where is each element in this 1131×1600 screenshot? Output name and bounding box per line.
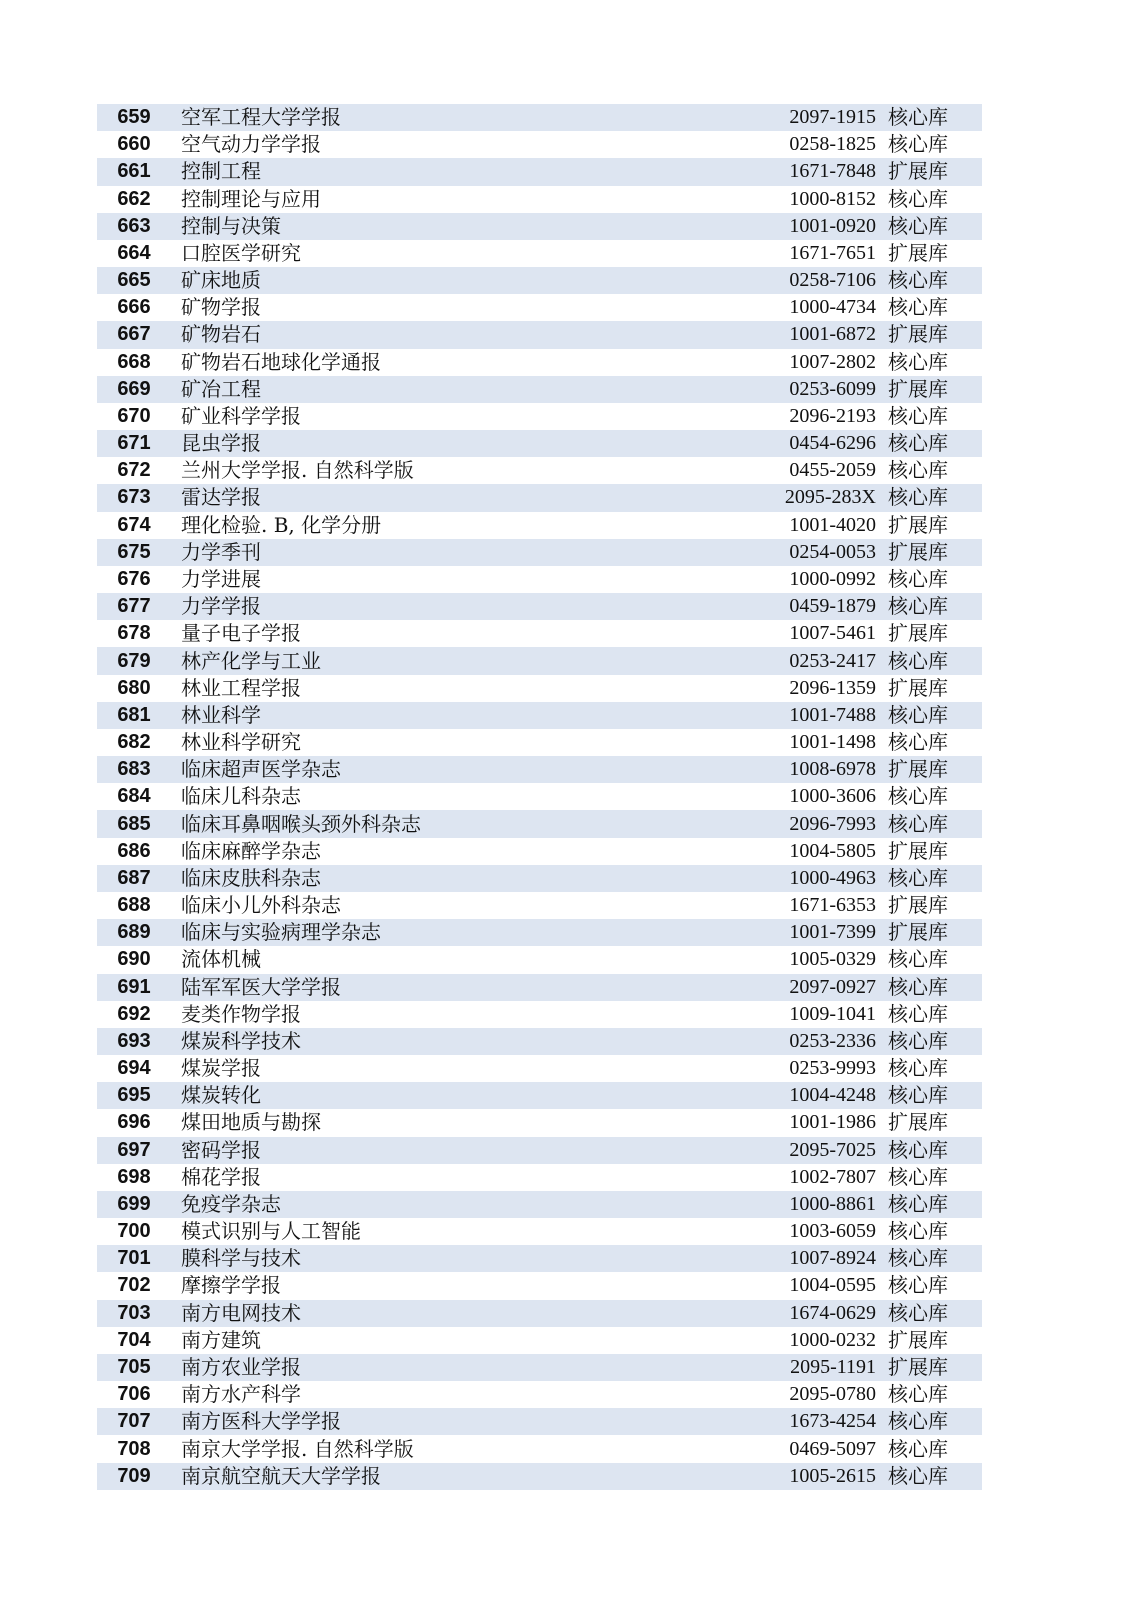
- library-category: 核心库: [876, 810, 982, 837]
- journal-issn: 1000-3606: [768, 783, 876, 810]
- row-number: 708: [97, 1435, 171, 1462]
- row-number: 675: [97, 539, 171, 566]
- table-row: [97, 240, 982, 267]
- row-number: 686: [97, 838, 171, 865]
- table-row: [97, 838, 982, 865]
- library-category: 核心库: [876, 702, 982, 729]
- table-row: [97, 566, 982, 593]
- journal-issn: 1007-5461: [768, 620, 876, 647]
- row-number: 703: [97, 1300, 171, 1327]
- table-row: [97, 1272, 982, 1299]
- journal-title: 密码学报: [171, 1137, 768, 1164]
- library-category: 核心库: [876, 1300, 982, 1327]
- journal-issn: 0254-0053: [768, 539, 876, 566]
- row-number: 691: [97, 974, 171, 1001]
- row-number: 688: [97, 892, 171, 919]
- journal-title: 昆虫学报: [171, 430, 768, 457]
- journal-title: 煤田地质与勘探: [171, 1109, 768, 1136]
- journal-title: 兰州大学学报. 自然科学版: [171, 457, 768, 484]
- journal-issn: 1674-0629: [768, 1300, 876, 1327]
- journal-issn: 1000-8861: [768, 1191, 876, 1218]
- row-number: 679: [97, 647, 171, 674]
- table-row: [97, 349, 982, 376]
- journal-title: 免疫学杂志: [171, 1191, 768, 1218]
- journal-issn: 1001-1986: [768, 1109, 876, 1136]
- row-number: 694: [97, 1055, 171, 1082]
- row-number: 668: [97, 349, 171, 376]
- library-category: 扩展库: [876, 620, 982, 647]
- library-category: 核心库: [876, 1435, 982, 1462]
- row-number: 704: [97, 1327, 171, 1354]
- journal-title: 矿冶工程: [171, 376, 768, 403]
- journal-issn: 0258-1825: [768, 131, 876, 158]
- library-category: 核心库: [876, 1001, 982, 1028]
- journal-issn: 2097-1915: [768, 104, 876, 131]
- table-row: [97, 729, 982, 756]
- journal-issn: 1004-0595: [768, 1272, 876, 1299]
- journal-title: 矿床地质: [171, 267, 768, 294]
- journal-title: 临床耳鼻咽喉头颈外科杂志: [171, 810, 768, 837]
- journal-issn: 1000-4734: [768, 294, 876, 321]
- journal-title: 临床小儿外科杂志: [171, 892, 768, 919]
- journal-title: 矿业科学学报: [171, 403, 768, 430]
- journal-title: 力学学报: [171, 593, 768, 620]
- row-number: 669: [97, 376, 171, 403]
- row-number: 698: [97, 1164, 171, 1191]
- row-number: 709: [97, 1463, 171, 1490]
- journal-title: 南方农业学报: [171, 1354, 768, 1381]
- library-category: 核心库: [876, 403, 982, 430]
- library-category: 核心库: [876, 1245, 982, 1272]
- table-row: [97, 131, 982, 158]
- row-number: 707: [97, 1408, 171, 1435]
- journal-issn: 2096-2193: [768, 403, 876, 430]
- row-number: 677: [97, 593, 171, 620]
- journal-title: 理化检验. B, 化学分册: [171, 512, 768, 539]
- library-category: 扩展库: [876, 675, 982, 702]
- library-category: 核心库: [876, 457, 982, 484]
- row-number: 676: [97, 566, 171, 593]
- row-number: 684: [97, 783, 171, 810]
- journal-title: 控制理论与应用: [171, 186, 768, 213]
- journal-issn: 1002-7807: [768, 1164, 876, 1191]
- library-category: 扩展库: [876, 919, 982, 946]
- journal-issn: 2097-0927: [768, 974, 876, 1001]
- journal-title: 力学季刊: [171, 539, 768, 566]
- journal-title: 空军工程大学学报: [171, 104, 768, 131]
- row-number: 674: [97, 512, 171, 539]
- row-number: 664: [97, 240, 171, 267]
- library-category: 扩展库: [876, 512, 982, 539]
- journal-title: 南方水产科学: [171, 1381, 768, 1408]
- row-number: 685: [97, 810, 171, 837]
- library-category: 核心库: [876, 974, 982, 1001]
- library-category: 核心库: [876, 1408, 982, 1435]
- library-category: 核心库: [876, 104, 982, 131]
- table-row: [97, 919, 982, 946]
- journal-title: 南方电网技术: [171, 1300, 768, 1327]
- journal-issn: 1671-7848: [768, 158, 876, 185]
- journal-issn: 1003-6059: [768, 1218, 876, 1245]
- table-row: [97, 1245, 982, 1272]
- table-row: [97, 158, 982, 185]
- table-row: [97, 892, 982, 919]
- journal-title: 口腔医学研究: [171, 240, 768, 267]
- row-number: 681: [97, 702, 171, 729]
- table-row: [97, 484, 982, 511]
- row-number: 696: [97, 1109, 171, 1136]
- journal-title: 矿物岩石地球化学通报: [171, 349, 768, 376]
- library-category: 核心库: [876, 1028, 982, 1055]
- library-category: 核心库: [876, 946, 982, 973]
- journal-issn: 1005-2615: [768, 1463, 876, 1490]
- table-row: [97, 186, 982, 213]
- journal-title: 南京大学学报. 自然科学版: [171, 1435, 768, 1462]
- table-row: [97, 321, 982, 348]
- journal-issn: 1001-7488: [768, 702, 876, 729]
- library-category: 核心库: [876, 1463, 982, 1490]
- journal-list-table: [97, 104, 982, 1490]
- library-category: 核心库: [876, 647, 982, 674]
- library-category: 核心库: [876, 1164, 982, 1191]
- table-row: [97, 512, 982, 539]
- row-number: 683: [97, 756, 171, 783]
- row-number: 680: [97, 675, 171, 702]
- journal-title: 临床麻醉学杂志: [171, 838, 768, 865]
- library-category: 核心库: [876, 131, 982, 158]
- journal-issn: 1000-0992: [768, 566, 876, 593]
- library-category: 扩展库: [876, 1109, 982, 1136]
- journal-issn: 1005-0329: [768, 946, 876, 973]
- table-row: [97, 1435, 982, 1462]
- row-number: 662: [97, 186, 171, 213]
- table-row: [97, 1218, 982, 1245]
- row-number: 659: [97, 104, 171, 131]
- table-row: [97, 1137, 982, 1164]
- table-row: [97, 1191, 982, 1218]
- library-category: 核心库: [876, 484, 982, 511]
- journal-issn: 2096-1359: [768, 675, 876, 702]
- journal-title: 煤炭学报: [171, 1055, 768, 1082]
- journal-title: 量子电子学报: [171, 620, 768, 647]
- row-number: 690: [97, 946, 171, 973]
- journal-issn: 1001-7399: [768, 919, 876, 946]
- table-row: [97, 1327, 982, 1354]
- row-number: 671: [97, 430, 171, 457]
- journal-title: 煤炭转化: [171, 1082, 768, 1109]
- table-row: [97, 702, 982, 729]
- journal-issn: 2096-7993: [768, 810, 876, 837]
- table-row: [97, 430, 982, 457]
- table-row: [97, 1082, 982, 1109]
- journal-issn: 1009-1041: [768, 1001, 876, 1028]
- journal-title: 林产化学与工业: [171, 647, 768, 674]
- row-number: 670: [97, 403, 171, 430]
- journal-issn: 1673-4254: [768, 1408, 876, 1435]
- journal-issn: 0253-9993: [768, 1055, 876, 1082]
- journal-issn: 0253-2336: [768, 1028, 876, 1055]
- journal-issn: 0454-6296: [768, 430, 876, 457]
- journal-issn: 1004-5805: [768, 838, 876, 865]
- journal-issn: 0258-7106: [768, 267, 876, 294]
- journal-issn: 1001-4020: [768, 512, 876, 539]
- journal-title: 陆军军医大学学报: [171, 974, 768, 1001]
- journal-issn: 1001-0920: [768, 213, 876, 240]
- journal-issn: 1000-0232: [768, 1327, 876, 1354]
- table-row: [97, 783, 982, 810]
- table-row: [97, 1164, 982, 1191]
- row-number: 693: [97, 1028, 171, 1055]
- table-row: [97, 104, 982, 131]
- table-row: [97, 946, 982, 973]
- library-category: 核心库: [876, 1381, 982, 1408]
- journal-title: 模式识别与人工智能: [171, 1218, 768, 1245]
- table-row: [97, 1463, 982, 1490]
- library-category: 核心库: [876, 430, 982, 457]
- table-row: [97, 1300, 982, 1327]
- row-number: 706: [97, 1381, 171, 1408]
- journal-title: 临床皮肤科杂志: [171, 865, 768, 892]
- journal-title: 矿物岩石: [171, 321, 768, 348]
- library-category: 核心库: [876, 1082, 982, 1109]
- library-category: 核心库: [876, 593, 982, 620]
- journal-title: 流体机械: [171, 946, 768, 973]
- library-category: 核心库: [876, 1218, 982, 1245]
- journal-issn: 1001-6872: [768, 321, 876, 348]
- table-row: [97, 1381, 982, 1408]
- journal-issn: 0253-2417: [768, 647, 876, 674]
- library-category: 核心库: [876, 1191, 982, 1218]
- journal-title: 林业工程学报: [171, 675, 768, 702]
- library-category: 扩展库: [876, 158, 982, 185]
- library-category: 核心库: [876, 267, 982, 294]
- table-row: [97, 539, 982, 566]
- row-number: 689: [97, 919, 171, 946]
- journal-title: 棉花学报: [171, 1164, 768, 1191]
- table-row: [97, 267, 982, 294]
- journal-title: 林业科学研究: [171, 729, 768, 756]
- row-number: 699: [97, 1191, 171, 1218]
- journal-title: 控制工程: [171, 158, 768, 185]
- library-category: 扩展库: [876, 1354, 982, 1381]
- journal-title: 南方建筑: [171, 1327, 768, 1354]
- row-number: 697: [97, 1137, 171, 1164]
- journal-issn: 1007-8924: [768, 1245, 876, 1272]
- journal-title: 雷达学报: [171, 484, 768, 511]
- library-category: 扩展库: [876, 756, 982, 783]
- journal-title: 林业科学: [171, 702, 768, 729]
- table-row: [97, 1109, 982, 1136]
- row-number: 705: [97, 1354, 171, 1381]
- table-row: [97, 865, 982, 892]
- library-category: 扩展库: [876, 838, 982, 865]
- row-number: 663: [97, 213, 171, 240]
- row-number: 695: [97, 1082, 171, 1109]
- row-number: 678: [97, 620, 171, 647]
- journal-issn: 0459-1879: [768, 593, 876, 620]
- library-category: 核心库: [876, 1137, 982, 1164]
- table-row: [97, 593, 982, 620]
- journal-issn: 1671-6353: [768, 892, 876, 919]
- journal-title: 临床儿科杂志: [171, 783, 768, 810]
- journal-issn: 2095-1191: [768, 1354, 876, 1381]
- journal-title: 力学进展: [171, 566, 768, 593]
- row-number: 666: [97, 294, 171, 321]
- library-category: 核心库: [876, 1055, 982, 1082]
- row-number: 665: [97, 267, 171, 294]
- row-number: 700: [97, 1218, 171, 1245]
- journal-title: 麦类作物学报: [171, 1001, 768, 1028]
- row-number: 682: [97, 729, 171, 756]
- library-category: 核心库: [876, 729, 982, 756]
- table-row: [97, 294, 982, 321]
- library-category: 核心库: [876, 294, 982, 321]
- library-category: 核心库: [876, 186, 982, 213]
- table-row: [97, 376, 982, 403]
- journal-issn: 0455-2059: [768, 457, 876, 484]
- table-row: [97, 1028, 982, 1055]
- row-number: 667: [97, 321, 171, 348]
- table-row: [97, 1354, 982, 1381]
- table-row: [97, 1055, 982, 1082]
- library-category: 扩展库: [876, 892, 982, 919]
- journal-list-body: [97, 104, 982, 1490]
- journal-issn: 2095-283X: [768, 484, 876, 511]
- journal-issn: 1000-8152: [768, 186, 876, 213]
- journal-issn: 0253-6099: [768, 376, 876, 403]
- journal-title: 临床与实验病理学杂志: [171, 919, 768, 946]
- table-row: [97, 620, 982, 647]
- row-number: 702: [97, 1272, 171, 1299]
- journal-title: 控制与决策: [171, 213, 768, 240]
- journal-title: 膜科学与技术: [171, 1245, 768, 1272]
- journal-issn: 1008-6978: [768, 756, 876, 783]
- journal-issn: 1001-1498: [768, 729, 876, 756]
- row-number: 672: [97, 457, 171, 484]
- table-row: [97, 810, 982, 837]
- journal-issn: 0469-5097: [768, 1435, 876, 1462]
- journal-issn: 1000-4963: [768, 865, 876, 892]
- journal-title: 空气动力学学报: [171, 131, 768, 158]
- table-row: [97, 1001, 982, 1028]
- library-category: 核心库: [876, 783, 982, 810]
- library-category: 核心库: [876, 1272, 982, 1299]
- row-number: 673: [97, 484, 171, 511]
- table-row: [97, 1408, 982, 1435]
- library-category: 扩展库: [876, 539, 982, 566]
- table-row: [97, 974, 982, 1001]
- journal-title: 矿物学报: [171, 294, 768, 321]
- row-number: 701: [97, 1245, 171, 1272]
- library-category: 核心库: [876, 566, 982, 593]
- table-row: [97, 756, 982, 783]
- library-category: 扩展库: [876, 376, 982, 403]
- row-number: 660: [97, 131, 171, 158]
- table-row: [97, 675, 982, 702]
- library-category: 扩展库: [876, 1327, 982, 1354]
- table-row: [97, 213, 982, 240]
- journal-issn: 1004-4248: [768, 1082, 876, 1109]
- journal-title: 摩擦学学报: [171, 1272, 768, 1299]
- table-row: [97, 457, 982, 484]
- journal-title: 煤炭科学技术: [171, 1028, 768, 1055]
- row-number: 661: [97, 158, 171, 185]
- journal-issn: 2095-7025: [768, 1137, 876, 1164]
- library-category: 核心库: [876, 865, 982, 892]
- journal-title: 南方医科大学学报: [171, 1408, 768, 1435]
- journal-issn: 2095-0780: [768, 1381, 876, 1408]
- journal-title: 南京航空航天大学学报: [171, 1463, 768, 1490]
- journal-issn: 1007-2802: [768, 349, 876, 376]
- table-row: [97, 403, 982, 430]
- journal-title: 临床超声医学杂志: [171, 756, 768, 783]
- table-row: [97, 647, 982, 674]
- row-number: 687: [97, 865, 171, 892]
- library-category: 扩展库: [876, 240, 982, 267]
- library-category: 核心库: [876, 213, 982, 240]
- journal-issn: 1671-7651: [768, 240, 876, 267]
- library-category: 核心库: [876, 349, 982, 376]
- row-number: 692: [97, 1001, 171, 1028]
- library-category: 扩展库: [876, 321, 982, 348]
